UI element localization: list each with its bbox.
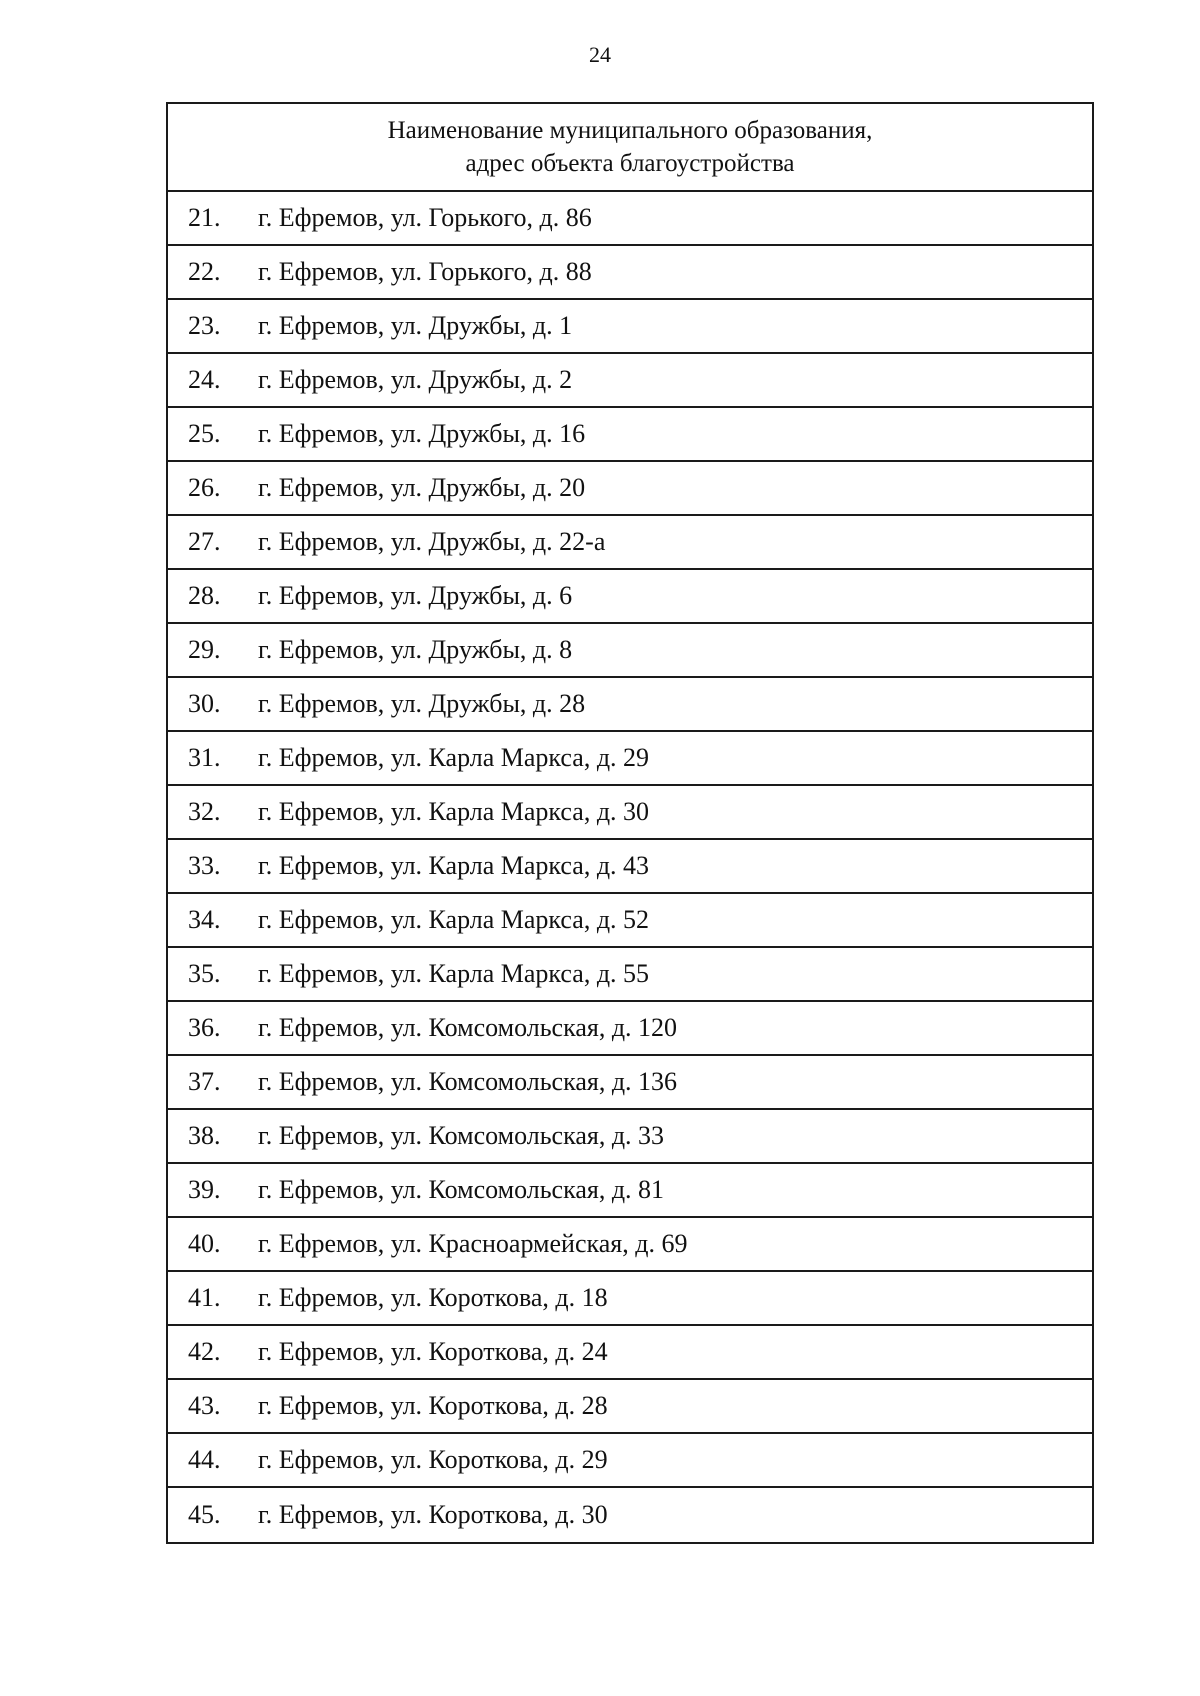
- row-address: г. Ефремов, ул. Дружбы, д. 22-а: [258, 527, 606, 556]
- page-number: 24: [589, 42, 611, 67]
- table-row: [168, 1110, 1092, 1164]
- table-row: [168, 354, 1092, 408]
- table-row: [168, 1272, 1092, 1326]
- row-number: 33.: [188, 851, 221, 880]
- row-address: г. Ефремов, ул. Горького, д. 86: [258, 203, 592, 232]
- table-row: [168, 300, 1092, 354]
- row-number: 45.: [188, 1500, 221, 1529]
- row-address: г. Ефремов, ул. Короткова, д. 18: [258, 1283, 608, 1312]
- table-header-line-1: Наименование муниципального образования,: [387, 117, 873, 144]
- table-row: [168, 1002, 1092, 1056]
- row-number: 27.: [188, 527, 221, 556]
- row-address: г. Ефремов, ул. Комсомольская, д. 120: [258, 1013, 678, 1042]
- row-number: 32.: [188, 797, 221, 826]
- row-number: 36.: [188, 1013, 221, 1042]
- row-number: 40.: [188, 1229, 221, 1258]
- row-address: г. Ефремов, ул. Карла Маркса, д. 30: [258, 797, 650, 826]
- row-address: г. Ефремов, ул. Короткова, д. 30: [258, 1500, 608, 1529]
- row-address: г. Ефремов, ул. Дружбы, д. 28: [258, 689, 586, 718]
- table-row: [168, 408, 1092, 462]
- row-number: 25.: [188, 419, 221, 448]
- table-header: [168, 104, 1092, 192]
- table-row: [168, 786, 1092, 840]
- row-number: 38.: [188, 1121, 221, 1150]
- row-address: г. Ефремов, ул. Комсомольская, д. 81: [258, 1175, 665, 1204]
- row-number: 44.: [188, 1445, 221, 1474]
- table-row: [168, 1434, 1092, 1488]
- row-number: 22.: [188, 257, 221, 286]
- table-row: [168, 894, 1092, 948]
- table-row: [168, 1056, 1092, 1110]
- row-number: 24.: [188, 365, 221, 394]
- row-address: г. Ефремов, ул. Дружбы, д. 2: [258, 365, 573, 394]
- row-address: г. Ефремов, ул. Красноармейская, д. 69: [258, 1229, 688, 1258]
- row-number: 35.: [188, 959, 221, 988]
- row-address: г. Ефремов, ул. Дружбы, д. 1: [258, 311, 573, 340]
- addresses-table: [166, 102, 1094, 1544]
- table-header-line-2: адрес объекта благоустройства: [465, 150, 795, 177]
- row-number: 29.: [188, 635, 221, 664]
- row-address: г. Ефремов, ул. Комсомольская, д. 33: [258, 1121, 665, 1150]
- row-address: г. Ефремов, ул. Короткова, д. 28: [258, 1391, 608, 1420]
- row-number: 43.: [188, 1391, 221, 1420]
- table-body: [168, 192, 1092, 1542]
- table-row: [168, 462, 1092, 516]
- table-row: [168, 1164, 1092, 1218]
- row-address: г. Ефремов, ул. Карла Маркса, д. 43: [258, 851, 650, 880]
- row-number: 37.: [188, 1067, 221, 1096]
- row-number: 26.: [188, 473, 221, 502]
- row-number: 39.: [188, 1175, 221, 1204]
- row-address: г. Ефремов, ул. Карла Маркса, д. 52: [258, 905, 650, 934]
- table-row: [168, 1218, 1092, 1272]
- table-row: [168, 516, 1092, 570]
- row-number: 30.: [188, 689, 221, 718]
- row-number: 31.: [188, 743, 221, 772]
- row-address: г. Ефремов, ул. Дружбы, д. 8: [258, 635, 573, 664]
- row-address: г. Ефремов, ул. Карла Маркса, д. 55: [258, 959, 650, 988]
- row-address: г. Ефремов, ул. Дружбы, д. 6: [258, 581, 573, 610]
- row-number: 28.: [188, 581, 221, 610]
- table-row: [168, 678, 1092, 732]
- row-address: г. Ефремов, ул. Комсомольская, д. 136: [258, 1067, 678, 1096]
- table-row: [168, 1380, 1092, 1434]
- table-row: [168, 1326, 1092, 1380]
- table-row: [168, 948, 1092, 1002]
- table-row: [168, 624, 1092, 678]
- row-address: г. Ефремов, ул. Карла Маркса, д. 29: [258, 743, 650, 772]
- table-row: [168, 192, 1092, 246]
- row-address: г. Ефремов, ул. Горького, д. 88: [258, 257, 592, 286]
- row-address: г. Ефремов, ул. Короткова, д. 29: [258, 1445, 608, 1474]
- row-number: 41.: [188, 1283, 221, 1312]
- table-row: [168, 570, 1092, 624]
- row-number: 34.: [188, 905, 221, 934]
- row-number: 21.: [188, 203, 221, 232]
- row-number: 23.: [188, 311, 221, 340]
- row-number: 42.: [188, 1337, 221, 1366]
- table-row: [168, 840, 1092, 894]
- table-row: [168, 732, 1092, 786]
- row-address: г. Ефремов, ул. Дружбы, д. 20: [258, 473, 586, 502]
- row-address: г. Ефремов, ул. Короткова, д. 24: [258, 1337, 608, 1366]
- table-row: [168, 1488, 1092, 1542]
- row-address: г. Ефремов, ул. Дружбы, д. 16: [258, 419, 586, 448]
- table-row: [168, 246, 1092, 300]
